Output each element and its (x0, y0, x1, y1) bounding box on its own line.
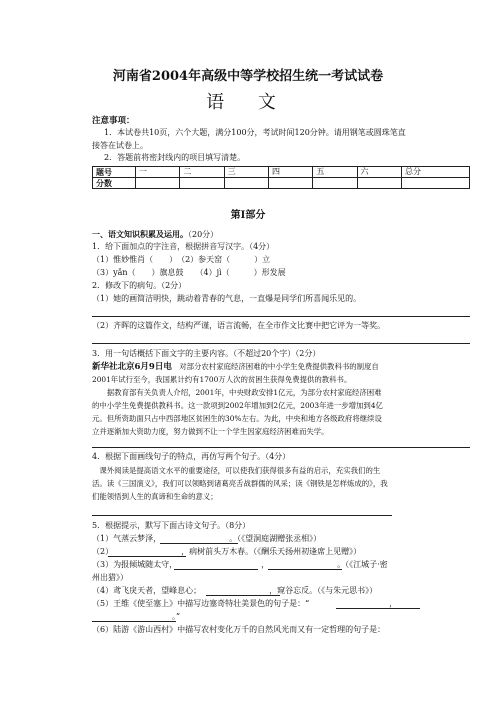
blank-line (108, 556, 186, 557)
question-5-item-6: （6）陆游《游山西村》中描写农村变化万千的自然风光而又有一定哲理的句子是： (92, 625, 386, 634)
question-4: 4．根据下面画线句子的特点，再仿写两个句子。（4分） (92, 452, 291, 461)
score-cell (401, 178, 469, 189)
blank-line (206, 595, 280, 596)
question-5-item-2: （2） ，病树前头万木春。（《酬乐天扬州初逢席上见赠》） (92, 547, 362, 556)
question-5-item-1: （1）气蒸云梦泽， 。（《望洞庭湖赠张丞相》） (92, 534, 322, 543)
question-3-news-line-3: 据教育部有关负责人介绍，2001年，中央财政安排1亿元，为部分农村家庭经济困难 (92, 388, 382, 397)
score-table-row (93, 178, 470, 189)
question-3-news-line-6: 立并逐渐加大资助力度，努力做到不让一个学生因家庭经济困难而失学。 (92, 427, 329, 436)
question-5-item-3: （3）为报倾城随太守， ， 。（《江城子·密 (92, 560, 388, 569)
notice-item-1: 1．本试卷共10页，六个大题，满分100分，考试时间120分钟。请用钢笔或圆珠笔直 (104, 128, 406, 137)
blank-line (268, 569, 342, 570)
exam-title: 河南省2004年高级中等学校招生统一考试试卷 (112, 69, 384, 84)
part-title: 第Ⅰ部分 (230, 210, 266, 221)
question-3-news-line-4: 的中小学生免费提供教科书。这一款项到2002年增加到2亿元，2003年进一步增加到4亿 (92, 401, 383, 410)
question-4-text-1: 课外阅读是提高语文水平的重要途径，可以使我们获得很多有益的启示，充实我们的生 (92, 466, 381, 475)
subject-title: 语 文 (206, 92, 290, 113)
question-3-news-line-5: 元。但所资助面只占中西部地区贫困生的30%左右。为此，中央和地方各级政府将继续设 (92, 414, 382, 423)
answer-line (92, 316, 470, 317)
score-header-cell: 总分 (401, 167, 469, 178)
news-text: 对部分农村家庭经济困难的中小学生免费提供教科书的制度自 (171, 362, 379, 371)
answer-line (92, 447, 470, 448)
score-cell (136, 178, 180, 189)
question-5-item-5-cont: 。” (92, 612, 181, 621)
score-header-cell: 题号 (93, 167, 136, 178)
answer-line (92, 515, 392, 516)
score-table (92, 166, 470, 189)
question-5: 5．根据提示，默写下面古诗文句子。（8分） (92, 521, 251, 530)
score-table-header-row (93, 167, 470, 178)
question-2-sentence-1: （1）她的画简洁明快，跳动着青春的气息，一直爆是同学们所喜闻乐见的。 (92, 294, 362, 303)
score-header-cell: 四 (268, 167, 312, 178)
news-dateline: 新华社北京6月9日电 (92, 362, 172, 372)
blank-line (174, 569, 258, 570)
blank-line (336, 608, 420, 609)
score-cell (224, 178, 268, 189)
section-1-heading (92, 229, 218, 240)
score-row-label: 分数 (93, 178, 136, 189)
section-1-points: （20分） (188, 230, 219, 239)
question-4-text-2: 活。读《三国演义》，我们可以领略到诸葛亮舌战群儒的风采；读《钢铁是怎样炼成的》，我 (92, 479, 388, 488)
question-1: 1．给下面加点的字注音，根据拼音写汉字。（4分） (92, 242, 275, 251)
score-header-cell: 一 (136, 167, 180, 178)
score-header-cell: 二 (180, 167, 224, 178)
score-cell (180, 178, 224, 189)
question-5-item-5: （5）王维《使至塞上》中描写边塞奇特壮美景色的句子是：“ ， (92, 599, 398, 608)
question-3-news-line-2: 2001年试行至今，我国累计约有1700万人次的贫困生获得免费提供的教科书。 (92, 375, 352, 384)
question-2: 2．修改下的病句。（2分） (92, 281, 187, 290)
blank-line (92, 621, 176, 622)
question-2-sentence-2: （2）齐晖的这篇作文，结构严谨，语言流畅，在全市作文比赛中把它评为一等奖。 (92, 321, 386, 330)
question-4-text-3: 们能领悟到人生的真谛和生命的意义； (92, 492, 218, 501)
notice-heading: 注意事项： (92, 116, 135, 126)
score-cell (313, 178, 357, 189)
question-5-item-3-cont: 州出猎》） (92, 573, 128, 582)
section-1-title: 一、语文知识积累及运用。 (92, 229, 188, 239)
blank-line (160, 543, 238, 544)
question-5-item-4: （4）鸢飞戾天者，望峰息心； ，窥谷忘反。（《与朱元思书》） (92, 586, 378, 595)
question-3: 3．用一句话概括下面文字的主要内容。（不超过20个字）（2分） (92, 349, 321, 358)
score-header-cell: 三 (224, 167, 268, 178)
score-cell (357, 178, 401, 189)
score-header-cell: 六 (357, 167, 401, 178)
question-1-items-a: （1）惟妙惟肖（ ） （2）参天窑（ ）立 (92, 255, 271, 264)
score-header-cell: 五 (313, 167, 357, 178)
question-1-items-b: （3）yǎn（ ）旗息鼓 （4）jì（ ）形发展 (92, 268, 286, 277)
question-3-news-line-1 (92, 361, 379, 373)
score-cell (268, 178, 312, 189)
notice-item-2: 2．答题前将密封线内的项目填写清楚。 (104, 153, 246, 162)
notice-item-1-cont: 接答在试卷上。 (92, 141, 148, 150)
answer-line (92, 343, 470, 344)
